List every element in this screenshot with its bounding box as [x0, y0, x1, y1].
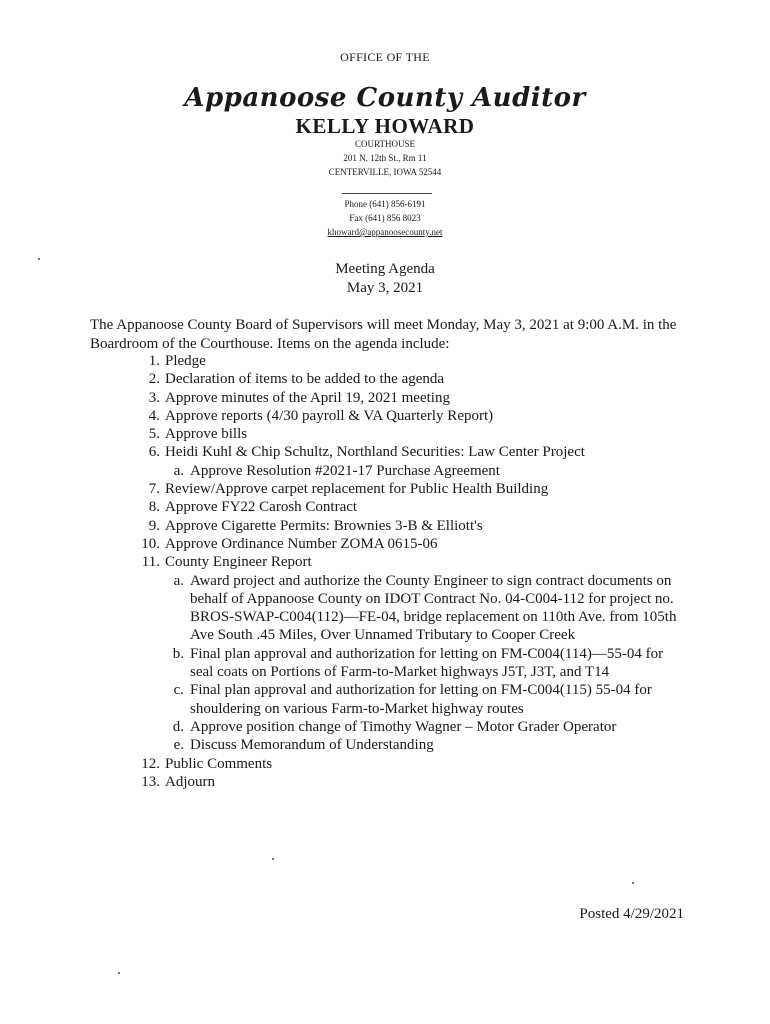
agenda-heading	[0, 260, 770, 298]
item-number: 7.	[148, 481, 160, 498]
item-text: Approve bills	[165, 426, 248, 443]
item-text: Approve Cigarette Permits: Brownies 3-B & Elliott's	[165, 517, 483, 534]
item-text: Public Comments	[165, 755, 273, 772]
item-number: 9.	[148, 517, 160, 534]
sub-item-letter: a.	[173, 572, 184, 589]
sub-item-text: Final plan approval and authorization for letting on FM-C004(114)—55-04 for seal coats on Portions of Farm-to-Market highways J5T, J3T, and T14	[190, 645, 664, 681]
agenda-list	[128, 352, 688, 791]
item-number: 1.	[148, 353, 160, 369]
auditor-title: Appanoose County Auditor	[184, 83, 586, 113]
agenda-title: Meeting Agenda	[335, 261, 435, 277]
scan-speck	[118, 972, 120, 974]
phone: Phone (641) 856-6191	[344, 199, 426, 209]
sub-item-letter: b.	[172, 645, 184, 662]
item-number: 11.	[141, 554, 160, 571]
item-text: Heidi Kuhl & Chip Schultz, Northland Securities: Law Center Project	[165, 444, 585, 461]
posted-date: Posted 4/29/2021	[579, 906, 684, 922]
list-item	[128, 498, 688, 516]
item-text: Approve FY22 Carosh Contract	[165, 499, 358, 516]
item-number: 13.	[141, 773, 160, 790]
sub-item	[128, 645, 688, 682]
list-item	[128, 443, 688, 461]
sub-item-letter: a.	[173, 462, 184, 479]
list-item	[128, 425, 688, 443]
item-number: 5.	[148, 426, 160, 443]
auditor-name: KELLY HOWARD	[295, 114, 475, 138]
agenda-intro: The Appanoose County Board of Supervisors will meet Monday, May 3, 2021 at 9:00 A.M. in the Boardroom of the Courthouse. Items on the agenda include:	[90, 317, 677, 352]
sub-item	[128, 681, 688, 718]
sub-item	[128, 462, 688, 480]
sub-item-text: Award project and authorize the County Engineer to sign contract documents on behalf of Appanoose County on IDOT Contract No. 04-C004-112 for project no. BROS-SWAP-C004(112)—FE-04, bridge replacement on 110th Ave. from 105th Ave South .45 Miles, Over Unnamed Tributary to Cooper Creek	[190, 572, 677, 644]
sub-item	[128, 736, 688, 754]
item-number: 6.	[148, 444, 160, 461]
contact-block	[0, 197, 770, 239]
item-text: Approve reports (4/30 payroll & VA Quarterly Report)	[165, 407, 494, 424]
scan-speck	[38, 258, 40, 260]
address-line: COURTHOUSE	[355, 139, 415, 149]
item-number: 8.	[148, 499, 160, 516]
list-item	[128, 352, 688, 370]
item-text: Pledge	[165, 353, 206, 369]
item-text: Declaration of items to be added to the agenda	[165, 371, 445, 388]
item-text: Approve Ordinance Number ZOMA 0615-06	[165, 535, 438, 552]
list-item	[128, 773, 688, 791]
list-item	[128, 370, 688, 388]
scan-speck	[272, 858, 274, 860]
item-number: 2.	[148, 371, 160, 388]
scan-speck	[632, 882, 634, 884]
sub-item	[128, 572, 688, 645]
agenda-date: May 3, 2021	[346, 280, 424, 296]
sub-item-text: Approve position change of Timothy Wagner – Motor Grader Operator	[190, 718, 617, 735]
fax: Fax (641) 856 8023	[349, 213, 421, 223]
sub-item-letter: c.	[173, 682, 184, 699]
sub-item-letter: d.	[172, 718, 184, 735]
sub-item-text: Approve Resolution #2021-17 Purchase Agreement	[190, 462, 500, 479]
office-of-the-line: OFFICE OF THE	[340, 50, 430, 64]
list-item	[128, 407, 688, 425]
item-number: 12.	[141, 755, 160, 772]
sub-item-text: Final plan approval and authorization for letting on FM-C004(115) 55-04 for shouldering on various Farm-to-Market highway routes	[190, 682, 652, 717]
item-text: County Engineer Report	[165, 554, 312, 571]
list-item	[128, 535, 688, 553]
address-block	[0, 137, 770, 179]
address-line: CENTERVILLE, IOWA 52544	[328, 167, 442, 177]
item-number: 3.	[148, 389, 160, 406]
address-line: 201 N. 12th St., Rm 11	[343, 153, 427, 163]
item-number: 4.	[148, 407, 160, 424]
email: khoward@appanoosecounty.net	[327, 227, 443, 237]
item-number: 10.	[141, 535, 160, 552]
list-item	[128, 755, 688, 773]
item-text: Review/Approve carpet replacement for Public Health Building	[165, 481, 549, 498]
list-item	[128, 517, 688, 535]
sub-item-text: Discuss Memorandum of Understanding	[190, 737, 434, 754]
sub-item-letter: e.	[173, 737, 184, 754]
list-item	[128, 389, 688, 407]
item-text: Approve minutes of the April 19, 2021 meeting	[165, 389, 450, 406]
sub-item	[128, 718, 688, 736]
list-item	[128, 480, 688, 498]
item-text: Adjourn	[165, 773, 215, 790]
divider	[342, 193, 432, 194]
list-item	[128, 553, 688, 571]
